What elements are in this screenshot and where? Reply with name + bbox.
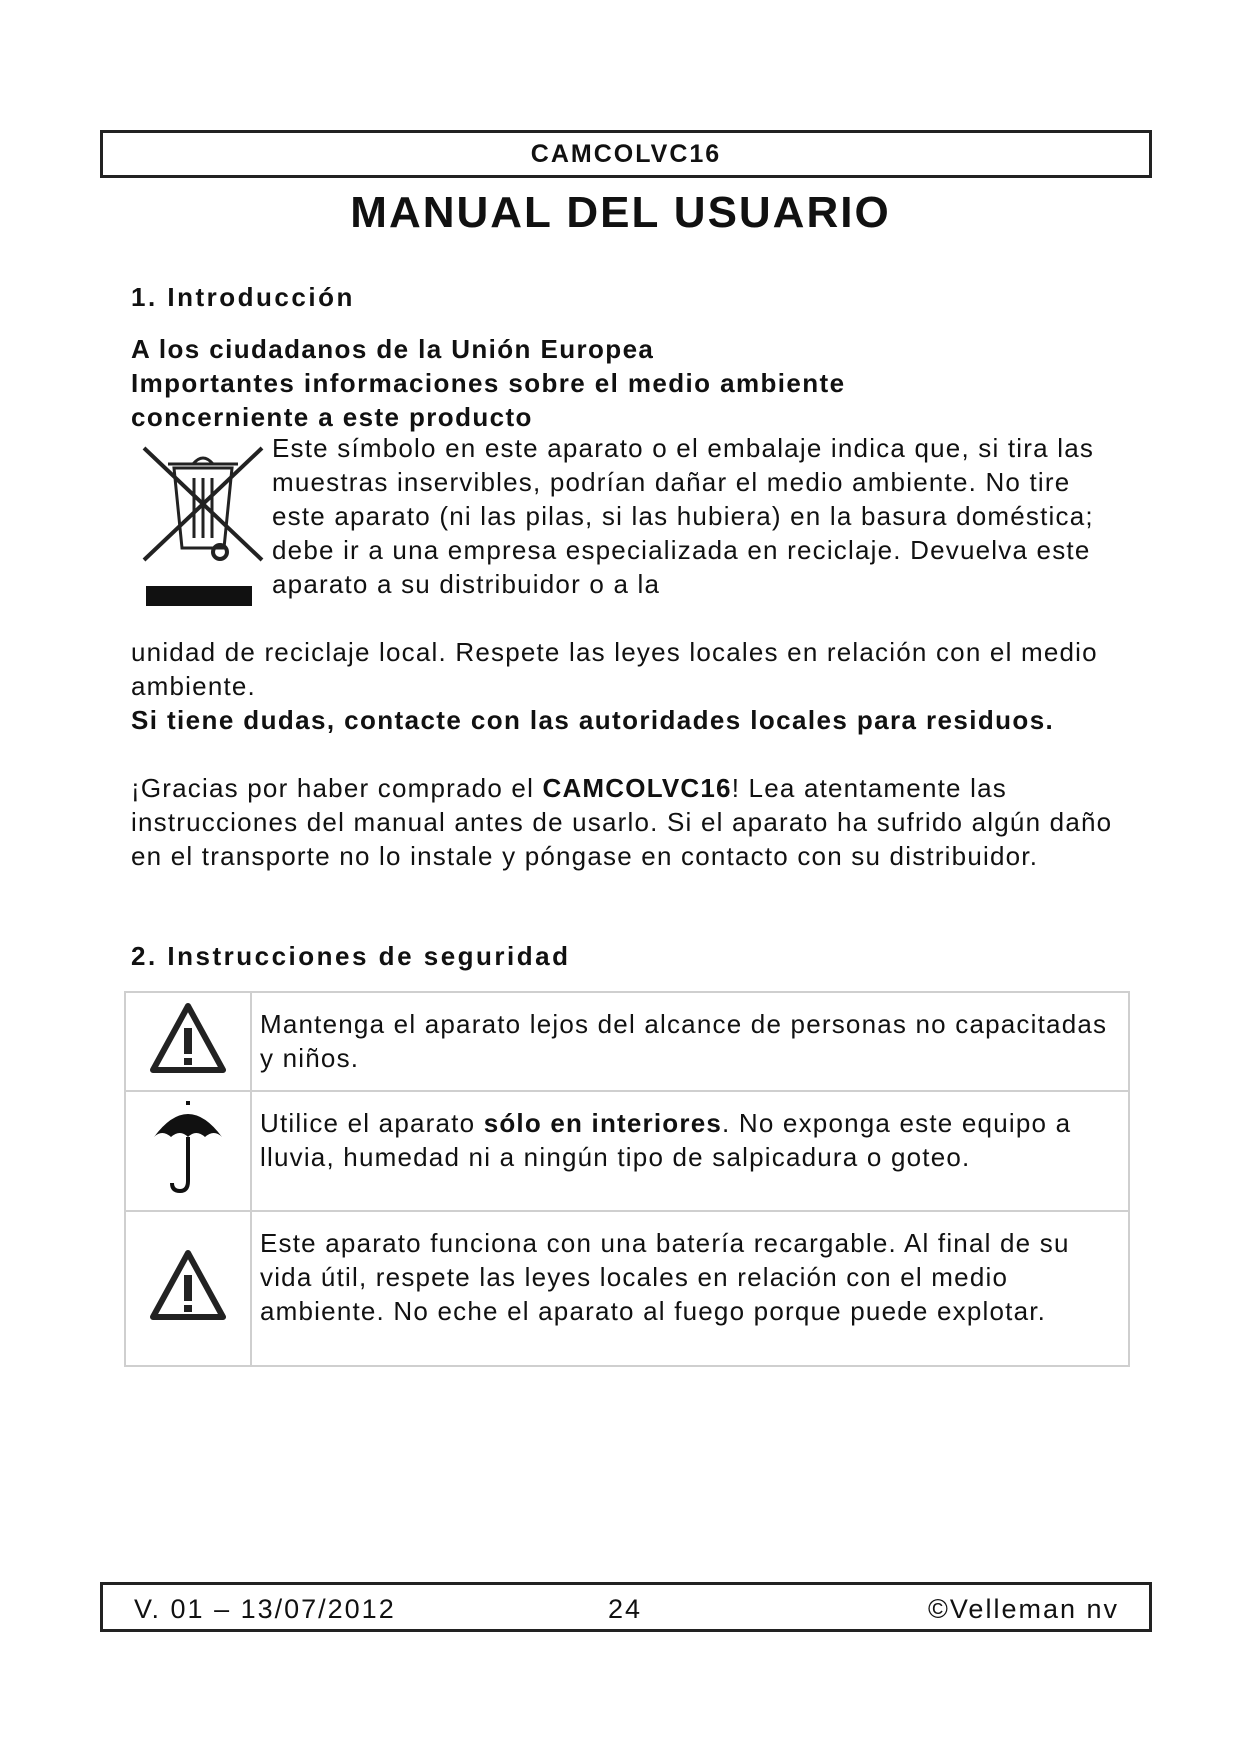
safety-icon-cell	[125, 1091, 251, 1211]
model-name: CAMCOLVC16	[530, 139, 722, 168]
eu-citizens-heading: A los ciudadanos de la Unión Europea	[131, 334, 655, 364]
footer-page-number: 24	[608, 1594, 643, 1624]
model-header-box	[100, 130, 1152, 178]
safety-icon-cell	[125, 1211, 251, 1366]
umbrella-icon	[150, 1097, 226, 1197]
thanks-text-end: ! Lea atentamente las instrucciones del manual antes de usarlo. Si el aparato ha sufrido algún daño en el transporte no lo instale y póngase en contacto con su distribuidor.	[131, 773, 1113, 871]
safety-row	[125, 1211, 1129, 1366]
thanks-model-name: CAMCOLVC16	[542, 773, 732, 803]
safety-text-cell: Este aparato funciona con una batería recargable. Al final de su vida útil, respete las leyes locales en relación con el medio ambiente. No eche el aparato al fuego porque puede explotar.	[251, 1211, 1129, 1366]
indoor-text-end: . No exponga este equipo a lluvia, humedad ni a ningún tipo de salpicadura o goteo.	[260, 1108, 1072, 1172]
weee-bin-icon	[138, 438, 268, 613]
doubts-contact-text: Si tiene dudas, contacte con las autoridades locales para residuos.	[131, 705, 1055, 735]
safety-row	[125, 1091, 1129, 1211]
safety-icon-cell	[125, 992, 251, 1091]
indoor-text-start: Utilice el aparato	[260, 1108, 484, 1138]
safety-text-cell: Mantenga el aparato lejos del alcance de personas no capacitadas y niños.	[251, 992, 1129, 1091]
weee-symbol-text: Este símbolo en este aparato o el embalaje indica que, si tira las muestras inservibles, podrían dañar el medio ambiente. No tire este aparato (ni las pilas, si las hubiera) en la basura doméstica; debe ir a una empresa especializada en reciclaje. Devuelva este aparato a su distribuidor o a la	[272, 433, 1095, 599]
footer-copyright: ©Velleman nv	[928, 1594, 1119, 1624]
safety-row	[125, 992, 1129, 1091]
thanks-paragraph	[131, 771, 1131, 873]
environment-info-heading: Importantes informaciones sobre el medio ambiente concerniente a este producto	[131, 368, 846, 432]
page-title: MANUAL DEL USUARIO	[350, 188, 891, 237]
warning-icon	[150, 1249, 226, 1321]
page-footer	[100, 1582, 1152, 1632]
footer-version: V. 01 – 13/07/2012	[134, 1594, 396, 1624]
section-1-heading: 1. Introducción	[131, 282, 355, 312]
indoor-only-emphasis: sólo en interiores	[483, 1108, 723, 1138]
warning-icon	[150, 1002, 226, 1074]
thanks-text-start: ¡Gracias por haber comprado el	[131, 773, 543, 803]
weee-symbol-text-continued: unidad de reciclaje local. Respete las leyes locales en relación con el medio ambiente.	[131, 637, 1098, 701]
safety-text-cell	[251, 1091, 1129, 1211]
safety-instructions-table	[124, 991, 1130, 1367]
section-2-heading: 2. Instrucciones de seguridad	[131, 941, 571, 971]
